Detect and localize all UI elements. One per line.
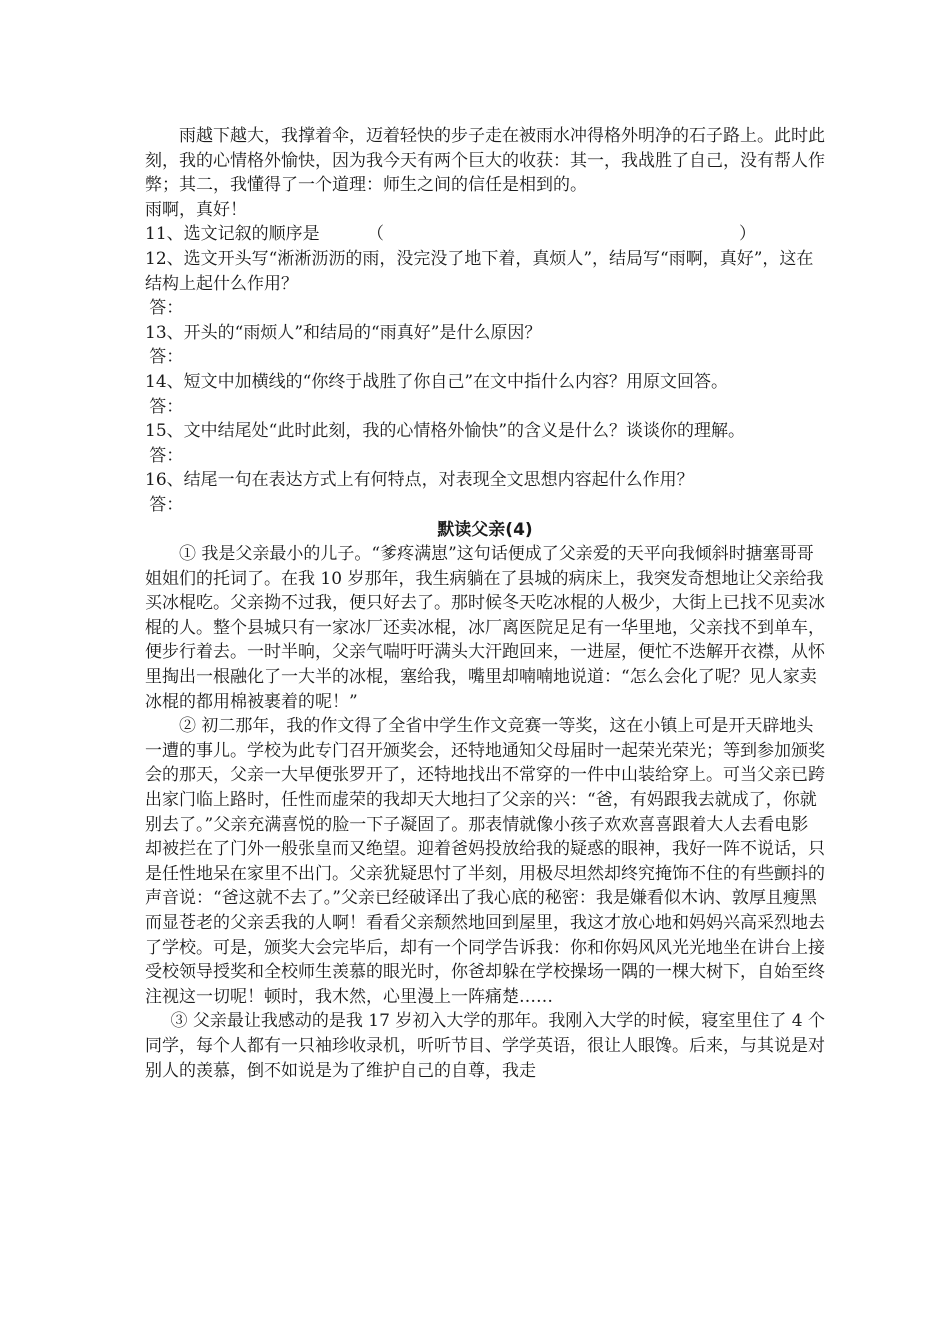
- answer-label-13: 答：: [149, 347, 184, 368]
- question-11-close-paren: ）: [739, 224, 756, 245]
- article-title: 默读父亲(4): [437, 519, 533, 540]
- intro-paragraph-2: 雨啊，真好！: [145, 199, 247, 220]
- article-paragraph-3: ③ 父亲最让我感动的是我 17 岁初入大学的那年。我刚入大学的时候，寝室里住了 4 个同学，每个人都有一只袖珍收录机，听听节目、学学英语，很让人眼馋。后来，与其说是对别人的羡慕，倒不如说是为了维护自己的自尊，我走: [145, 1011, 825, 1081]
- answer-label-14: 答：: [149, 396, 184, 417]
- document-page: [145, 124, 825, 1083]
- question-14: 14、短文中加横线的“你终于战胜了你自己”在文中指什么内容？用原文回答。: [145, 371, 729, 392]
- question-15: 15、文中结尾处“此时此刻，我的心情格外愉快”的含义是什么？谈谈你的理解。: [145, 421, 746, 442]
- question-11: [145, 222, 825, 247]
- article-paragraph-2: ② 初二那年，我的作文得了全省中学生作文竞赛一等奖，这在小镇上可是开天辟地头一遭的事儿。学校为此专门召开颁奖会，还特地通知父母届时一起荣光荣光；等到参加颁奖会的那天，父亲一大早便张罗开了，还特地找出不常穿的一件中山装给穿上。可当父亲已跨出家门临上路时，任性而虚荣的我却天大地扫了父亲的兴：“爸，有妈跟我去就成了，你就别去了。”父亲充满喜悦的脸一下子凝固了。那表情就像小孩子欢欢喜喜跟着大人去看电影却被拦在了门外一般张皇而又绝望。迎着爸妈投放给我的疑惑的眼神，我好一阵不说话，只是任性地呆在家里不出门。父亲犹疑思忖了半刻，用极尽坦然却终究掩饰不住的有些颤抖的声音说：“爸这就不去了。”父亲已经破译出了我心底的秘密：我是嫌看似木讷、敦厚且瘦黑而显苍老的父亲丢我的人啊！看看父亲颓然地回到屋里，我这才放心地和妈妈兴高采烈地去了学校。可是，颁奖大会完毕后，却有一个同学告诉我：你和你妈风风光光地坐在讲台上接受校领导授奖和全校师生羡慕的眼光时，你爸却躲在学校操场一隅的一棵大树下，自始至终注视这一切呢！顿时，我木然，心里漫上一阵痛楚……: [145, 716, 825, 1007]
- article-paragraph-1: ① 我是父亲最小的儿子。“爹疼满崽”这句话便成了父亲爱的天平向我倾斜时搪塞哥哥姐姐们的托词了。在我 10 岁那年，我生病躺在了县城的病床上，我突发奇想地让父亲给我买冰棍吃。父亲拗不过我，便只好去了。那时候冬天吃冰棍的人极少，大街上已找不见卖冰棍的人。整个县城只有一家冰厂还卖冰棍，冰厂离医院足足有一华里地，父亲找不到单车，便步行着去。一时半晌，父亲气喘吁吁满头大汗跑回来，一进屋，便忙不迭解开衣襟，从怀里掏出一根融化了一大半的冰棍，塞给我，嘴里却喃喃地说道：“怎么会化了呢？见人家卖冰棍的都用棉被裹着的呢！”: [145, 544, 825, 712]
- question-16: 16、结尾一句在表达方式上有何特点，对表现全文思想内容起什么作用？: [145, 470, 694, 491]
- answer-label-15: 答：: [149, 445, 184, 466]
- intro-paragraph-1: 雨越下越大，我撑着伞，迈着轻快的步子走在被雨水冲得格外明净的石子路上。此时此刻，我的心情格外愉快，因为我今天有两个巨大的收获：其一，我战胜了自己，没有帮人作弊；其二，我懂得了一个道理：师生之间的信任是相到的。: [145, 126, 825, 196]
- question-12: 12、选文开头写“淅淅沥沥的雨，没完没了地下着，真烦人”，结局写“雨啊，真好”，这在结构上起什么作用？: [145, 248, 814, 294]
- question-13: 13、开头的“雨烦人”和结局的“雨真好”是什么原因？: [145, 322, 542, 343]
- question-11-text: 11、选文记叙的顺序是: [145, 224, 320, 245]
- question-11-open-paren: （: [367, 224, 384, 245]
- answer-label-16: 答：: [149, 494, 184, 515]
- answer-label-12: 答：: [149, 298, 184, 319]
